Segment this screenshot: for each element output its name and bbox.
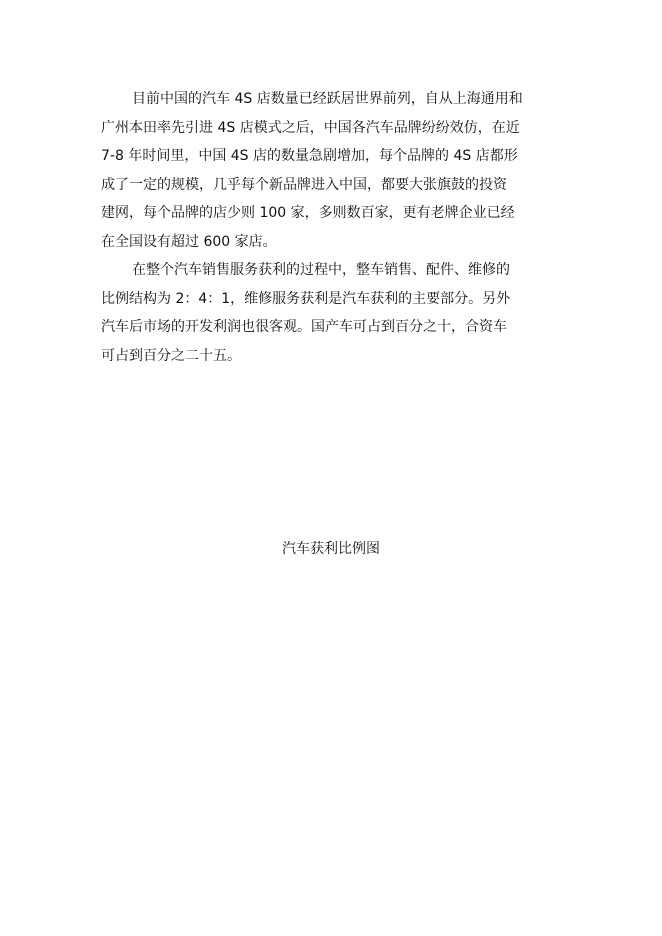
figure-caption: 汽车获利比例图 — [282, 541, 380, 557]
text-line: 广州本田率先引进 4S 店模式之后，中国各汽车品牌纷纷效仿，在近 — [101, 119, 520, 136]
document-body — [101, 85, 563, 370]
text-line: 比例结构为 2：4：1，维修服务获利是汽车获利的主要部分。另外 — [101, 290, 511, 307]
text-line: 建网，每个品牌的店少则 100 家，多则数百家，更有老牌企业已经 — [101, 205, 515, 221]
text-line: 目前中国的汽车 4S 店数量已经跃居世界前列，自从上海通用和 — [132, 91, 523, 107]
text-line: 7-8 年时间里，中国 4S 店的数量急剧增加，每个品牌的 4S 店都形 — [101, 148, 518, 164]
text-line: 可占到百分之二十五。 — [101, 347, 241, 364]
text-line: 在整个汽车销售服务获利的过程中，整车销售、配件、维修的 — [132, 262, 510, 278]
text-line: 在全国设有超过 600 家店。 — [101, 233, 277, 250]
paragraph-2 — [101, 256, 563, 370]
text-line: 汽车后市场的开发利润也很客观。国产车可占到百分之十，合资车 — [101, 319, 507, 335]
paragraph-1 — [101, 85, 563, 256]
text-line: 成了一定的规模，几乎每个新品牌进入中国，都要大张旗鼓的投资 — [101, 176, 507, 193]
